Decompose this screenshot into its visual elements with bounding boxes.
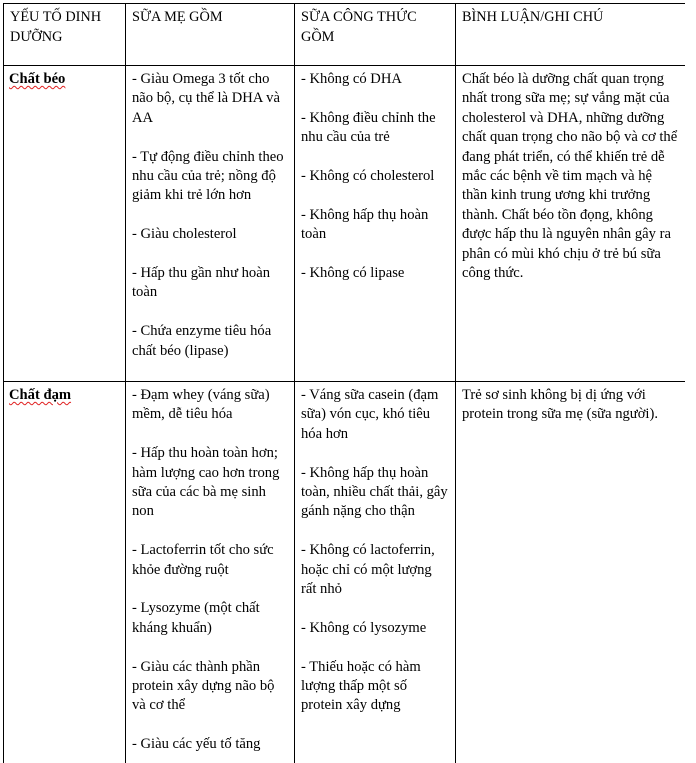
list-item: - Lysozyme (một chất kháng khuẩn) [132,599,289,638]
list-item: - Chứa enzyme tiêu hóa chất béo (lipase) [132,322,289,361]
list-item: - Tự động điều chỉnh theo nhu cầu của trẻ; nồng độ giảm khi trẻ lớn hơn [132,148,289,206]
formula-cell [295,66,456,382]
factor-cell [4,382,126,763]
header-breast-milk: SỮA MẸ GỒM [126,4,295,66]
list-item: - Giàu các yếu tố tăng [132,735,289,754]
comment-text: Chất béo là dưỡng chất quan trọng nhất trong sữa mẹ; sự vắng mặt của cholesterol và DHA, những dưỡng chất quan trọng cho não bộ và cơ thể đang phát triển, có thể khiến trẻ dễ mắc các bệnh về tim mạch và hệ thần kinh trung ương khi trưởng thành. Chất béo tồn đọng, không được hấp thu là nguyên nhân gây ra phân có mùi khó chịu ở trẻ bú sữa công thức. [462,70,680,283]
list-item: - Không có cholesterol [301,167,450,186]
breast-milk-cell [126,66,295,382]
list-item: - Không hấp thụ hoàn toàn [301,206,450,245]
list-item: - Không có lysozyme [301,619,450,638]
list-item: - Không điều chỉnh the nhu cầu của trẻ [301,109,450,148]
formula-cell [295,382,456,763]
breast-milk-cell [126,382,295,763]
header-comment: BÌNH LUẬN/GHI CHÚ [456,4,686,66]
comment-cell [456,66,686,382]
list-item: - Thiếu hoặc có hàm lượng thấp một số protein xây dựng [301,658,450,716]
list-item: - Không có lactoferrin, hoặc chỉ có một lượng rất nhỏ [301,541,450,599]
list-item: - Không hấp thụ hoàn toàn, nhiều chất thải, gây gánh nặng cho thận [301,464,450,522]
list-item: - Hấp thu hoàn toàn hơn; hàm lượng cao hơn trong sữa của các bà mẹ sinh non [132,444,289,522]
list-item: - Giàu Omega 3 tốt cho não bộ, cụ thể là DHA và AA [132,70,289,128]
factor-label: Chất béo [9,71,65,87]
table-row-fat [4,66,686,382]
table-row-protein [4,382,686,763]
list-item: - Giàu cholesterol [132,225,289,244]
list-item: - Không có lipase [301,264,450,283]
header-formula: SỮA CÔNG THỨC GỒM [295,4,456,66]
list-item: - Không có DHA [301,70,450,89]
list-item: - Váng sữa casein (đạm sữa) vón cục, khó tiêu hóa hơn [301,386,450,444]
document-page [3,3,685,763]
comment-text: Trẻ sơ sinh không bị dị ứng với protein trong sữa mẹ (sữa người). [462,386,680,425]
list-item: - Hấp thu gần như hoàn toàn [132,264,289,303]
nutrition-comparison-table [3,3,685,763]
list-item: - Lactoferrin tốt cho sức khỏe đường ruột [132,541,289,580]
list-item: - Giàu các thành phần protein xây dựng não bộ và cơ thể [132,658,289,716]
comment-cell [456,382,686,763]
factor-label: Chất đạm [9,387,71,403]
header-factor: YẾU TỐ DINH DƯỠNG [4,4,126,66]
factor-cell [4,66,126,382]
header-row [4,4,686,66]
list-item: - Đạm whey (váng sữa) mềm, dễ tiêu hóa [132,386,289,425]
